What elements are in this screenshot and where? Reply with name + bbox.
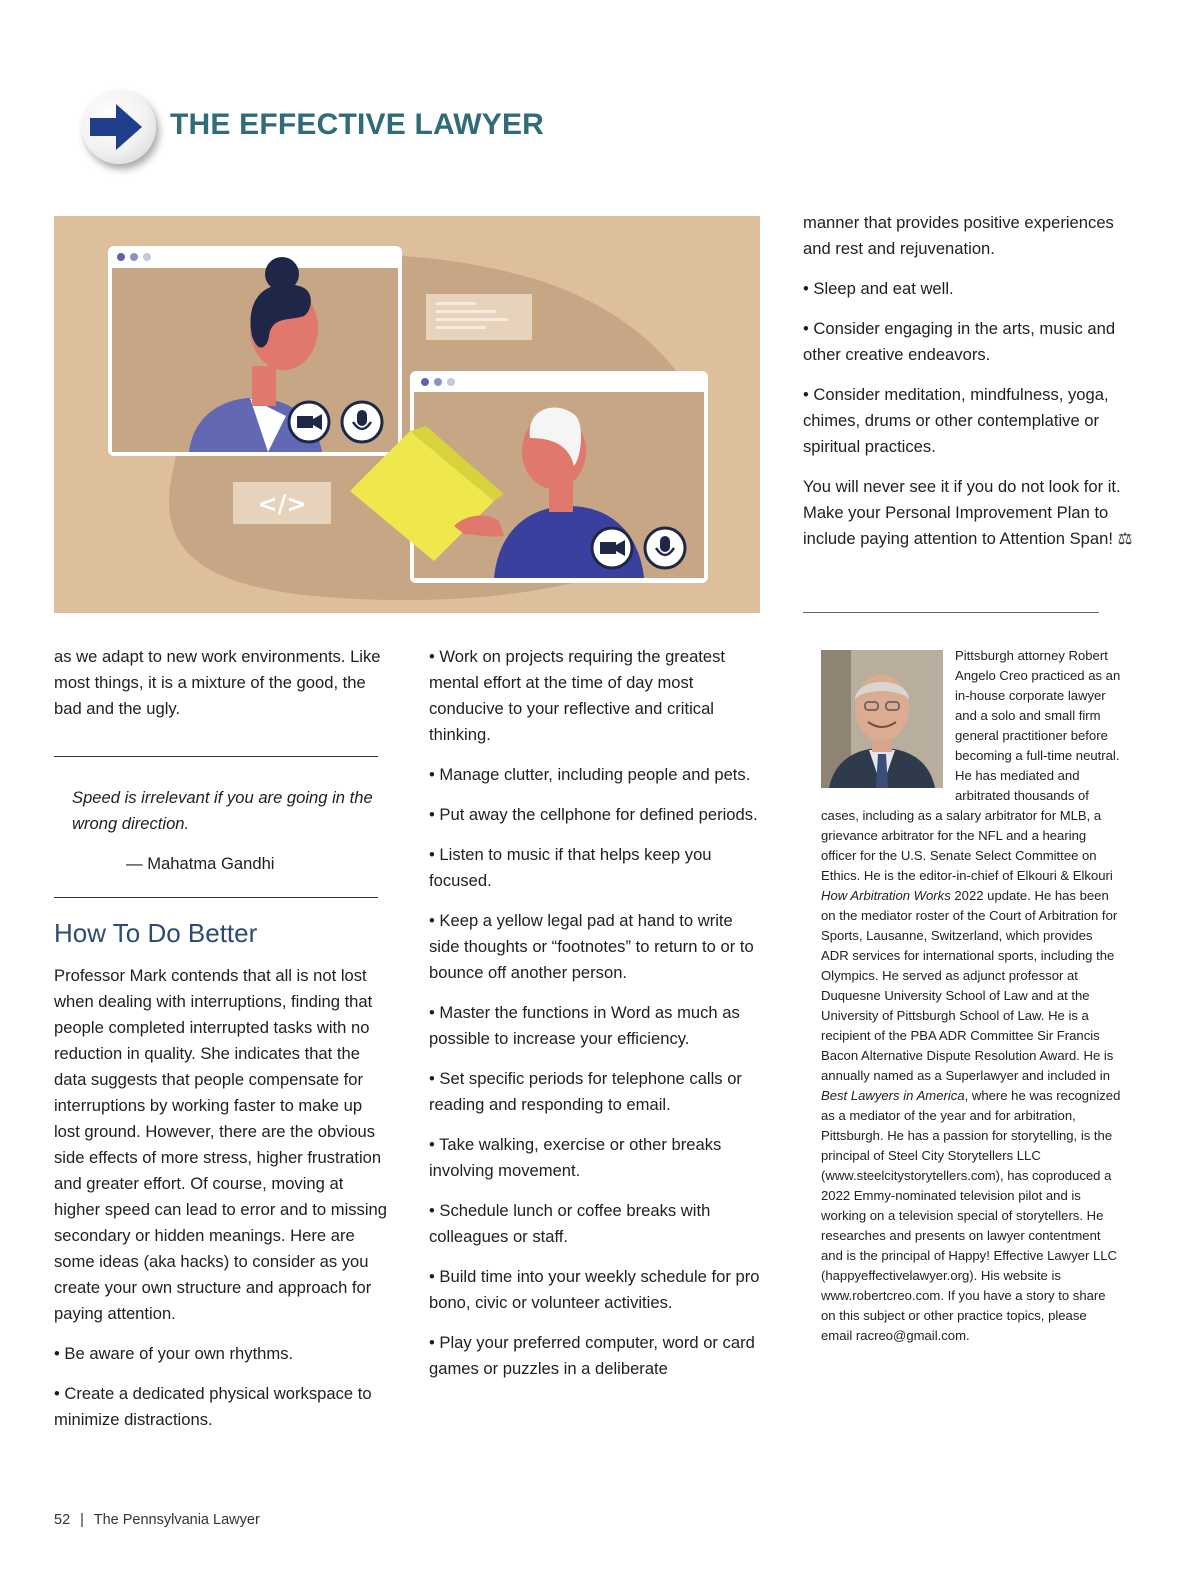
list-item: • Work on projects requiring the greatest mental effort at the time of day most conducive to your reflective and critical thinking. bbox=[429, 647, 726, 744]
section-title: THE EFFECTIVE LAWYER bbox=[170, 108, 545, 141]
list-item: • Sleep and eat well. bbox=[803, 279, 954, 298]
publication-name: The Pennsylvania Lawyer bbox=[93, 1512, 260, 1528]
video-call-illustration bbox=[54, 216, 760, 613]
pull-quote bbox=[54, 757, 390, 877]
list-item: • Schedule lunch or coffee breaks with colleagues or staff. bbox=[429, 1201, 711, 1246]
list-item: • Play your preferred computer, word or card games or puzzles in a deliberate bbox=[429, 1333, 755, 1378]
list-item: • Set specific periods for telephone calls or reading and responding to email. bbox=[429, 1069, 742, 1114]
body-paragraph: Professor Mark contends that all is not lost when dealing with interruptions, finding that people completed interrupted tasks with no reduction in quality. She indicates that the data suggests that people compensate for interruptions by working faster to make up lost ground. However, there are the obvious side effects of more stress, higher frustration and greater effort. Of course, moving at higher speed can lead to error and to missing secondary or hidden meanings. Here are some ideas (aka hacks) to consider as you create your own structure and approach for paying attention. bbox=[54, 966, 387, 1323]
column-1 bbox=[54, 644, 390, 1447]
subhead: How To Do Better bbox=[54, 918, 258, 948]
column-3 bbox=[803, 210, 1139, 566]
list-item: • Be aware of your own rhythms. bbox=[54, 1344, 294, 1363]
book-title: How Arbitration Works bbox=[821, 888, 951, 903]
honor-title: Best Lawyers in America bbox=[821, 1088, 965, 1103]
section-icon-badge bbox=[82, 90, 156, 164]
closing-paragraph: You will never see it if you do not look for it. Make your Personal Improvement Plan to include paying attention to Attention Span! ⚖ bbox=[803, 477, 1133, 548]
list-item: • Put away the cellphone for defined periods. bbox=[429, 805, 758, 824]
list-item: • Master the functions in Word as much as possible to increase your efficiency. bbox=[429, 1003, 740, 1048]
footer-separator: | bbox=[80, 1512, 84, 1528]
bio-text-part-1: Pittsburgh attorney Robert Angelo Creo practiced as an in-house corporate lawyer and a solo and small firm general practitioner before becoming a full-time neutral. He has mediated and arbitrated thousands of cases, including as a salary arbitrator for MLB, a grievance arbitrator for the NFL and a hearing officer for the U.S. Senate Select Committee on Ethics. He is the editor-in-chief of Elkouri & Elkouri bbox=[821, 648, 1121, 883]
code-tag-label: </> bbox=[257, 490, 307, 518]
quote-text: Speed is irrelevant if you are going in the wrong direction. bbox=[72, 788, 373, 833]
arrow-right-icon bbox=[82, 90, 156, 164]
list-item: • Create a dedicated physical workspace to minimize distractions. bbox=[54, 1384, 372, 1429]
author-photo bbox=[821, 650, 943, 788]
bio-text-part-3: , where he was recognized as a mediator of the year and for arbitration, Pittsburgh. He has a passion for storytelling, is the principal of Steel City Storytellers LLC (www.steelcitystorytellers.com), has coproduced a 2022 Emmy-nominated television pilot and is working on a television special of storytellers. He researches and presents on lawyer contentment and is the principal of Happy! Effective Lawyer LLC (happyeffectivelawyer.org). His website is www.robertcreo.com. If you have a story to share on this subject or other practice topics, please email racreo@gmail.com. bbox=[821, 1088, 1121, 1343]
quote-attribution: — Mahatma Gandhi bbox=[126, 854, 275, 873]
list-item: • Build time into your weekly schedule for pro bono, civic or volunteer activities. bbox=[429, 1267, 760, 1312]
column-2 bbox=[429, 644, 763, 1396]
list-item: • Keep a yellow legal pad at hand to write side thoughts or “footnotes” to return to or to bounce off another person. bbox=[429, 911, 754, 982]
quote-rule-bottom bbox=[54, 897, 378, 898]
continuation-paragraph: manner that provides positive experiences and rest and rejuvenation. bbox=[803, 213, 1114, 258]
list-item: • Consider engaging in the arts, music and other creative endeavors. bbox=[803, 319, 1116, 364]
author-bio bbox=[821, 646, 1121, 1346]
bio-divider: ________________________________________ bbox=[803, 597, 1099, 613]
bio-text-part-2: 2022 update. He has been on the mediator roster of the Court of Arbitration for Sports, Lausanne, Switzerland, which provides ADR services for international sports, including the Olympics. He served as adjunct professor at Duquesne University School of Law and at the University of Pittsburgh School of Law. He is a recipient of the PBA ADR Committee Sir Francis Bacon Alternative Dispute Resolution Award. He is annually named as a Superlawyer and included in bbox=[821, 888, 1118, 1083]
intro-paragraph: as we adapt to new work environments. Like most things, it is a mixture of the good, the bad and the ugly. bbox=[54, 647, 381, 718]
list-item: • Take walking, exercise or other breaks involving movement. bbox=[429, 1135, 722, 1180]
page-number: 52 bbox=[54, 1512, 71, 1528]
list-item: • Consider meditation, mindfulness, yoga, chimes, drums or other contemplative or spiritual practices. bbox=[803, 385, 1109, 456]
page-footer bbox=[54, 1512, 260, 1528]
list-item: • Listen to music if that helps keep you focused. bbox=[429, 845, 712, 890]
list-item: • Manage clutter, including people and pets. bbox=[429, 765, 751, 784]
